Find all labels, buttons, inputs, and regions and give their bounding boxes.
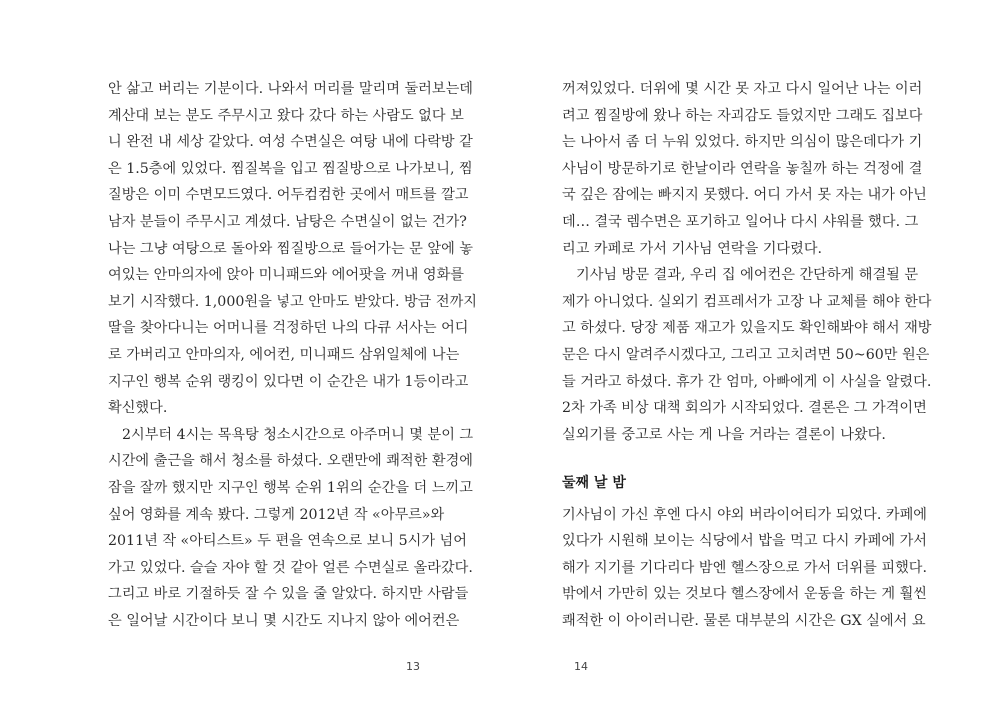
text-line: 로 가버리고 안마의자, 에어컨, 미니패드 삼위일체에 나는	[108, 347, 460, 363]
text-line: 꺼져있었다. 더위에 몇 시간 못 자고 다시 일어난 나는 이러	[562, 81, 923, 97]
right-page	[562, 76, 932, 726]
text-line: 여있는 안마의자에 앉아 미니패드와 에어팟을 꺼내 영화를	[108, 267, 464, 284]
text-line: 은 일어날 시간이다 보니 몇 시간도 지나지 않아 에어컨은	[108, 613, 460, 629]
text-line: 문은 다시 알려주시겠다고, 그리고 고치려면 50~60만 원은	[562, 347, 930, 363]
text-line: 해가 지기를 기다리다 밤엔 헬스장으로 가서 더위를 피했다.	[562, 559, 928, 576]
section-heading: 둘째 날 밤	[562, 475, 626, 491]
text-line: 싶어 영화를 계속 봤다. 그렇게 2012년 작 «아무르»와	[108, 506, 445, 523]
text-line: 질방은 이미 수면모드였다. 어두컴컴한 곳에서 매트를 깔고	[108, 187, 469, 204]
text-line: 국 깊은 잠에는 빠지지 못했다. 어디 가서 못 자는 내가 아닌	[562, 187, 927, 204]
text-line: 고 하셨다. 당장 제품 재고가 있을지도 확인해봐야 해서 재방	[562, 320, 932, 337]
text-line: 기사님 방문 결과, 우리 집 에어컨은 간단하게 해결될 문	[576, 267, 919, 284]
text-line: 들 거라고 하셨다. 휴가 간 엄마, 아빠에게 이 사실을 알렸다.	[562, 373, 932, 390]
text-line: 은 1.5층에 있었다. 찜질복을 입고 찜질방으로 나가보니, 찜	[108, 160, 473, 177]
text-line: 계산대 보는 분도 주무시고 왔다 갔다 하는 사람도 없다 보	[108, 107, 464, 124]
text-line: 남자 분들이 주무시고 계셨다. 남탕은 수면실이 없는 건가?	[108, 214, 467, 230]
left-page	[108, 76, 478, 726]
text-line: 확신했다.	[108, 400, 168, 417]
text-line: 사님이 방문하기로 한날이라 연락을 놓칠까 하는 걱정에 결	[562, 160, 923, 177]
text-line: 니 완전 내 세상 같았다. 여성 수면실은 여탕 내에 다락방 같	[108, 134, 473, 151]
text-line: 려고 찜질방에 왔나 하는 자괴감도 들었지만 그래도 집보다	[562, 107, 923, 124]
text-line: 2차 가족 비상 대책 회의가 시작되었다. 결론은 그 가격이면	[562, 400, 927, 417]
text-line: 시간에 출근을 해서 청소를 하셨다. 오랜만에 쾌적한 환경에	[108, 453, 474, 470]
page-number-left: 13	[406, 660, 420, 673]
text-line: 기사님이 가신 후엔 다시 야외 버라이어티가 되었다. 카페에	[562, 506, 928, 523]
text-line: 쾌적한 이 아이러니란. 물론 대부분의 시간은 GX 실에서 요	[562, 613, 926, 629]
text-line: 는 나아서 좀 더 누워 있었다. 하지만 의심이 많은데다가 기	[562, 134, 923, 151]
text-line: 제가 아니었다. 실외기 컴프레서가 고장 나 교체를 해야 한다	[562, 293, 932, 310]
text-line: 가고 있었다. 슬슬 자야 할 것 같아 얼른 수면실로 올라갔다.	[108, 559, 473, 576]
text-line: 잠을 잘까 했지만 지구인 행복 순위 1위의 순간을 더 느끼고	[108, 480, 473, 496]
page-number-right: 14	[574, 660, 588, 673]
text-line: 데… 결국 렘수면은 포기하고 일어나 다시 샤워를 했다. 그	[562, 214, 919, 230]
text-line: 지구인 행복 순위 랭킹이 있다면 이 순간은 내가 1등이라고	[108, 373, 469, 390]
text-line: 보기 시작했다. 1,000원을 넣고 안마도 받았다. 방금 전까지	[108, 293, 478, 310]
text-line: 2011년 작 «아티스트» 두 편을 연속으로 보니 5시가 넘어	[108, 533, 467, 550]
text-line: 2시부터 4시는 목욕탕 청소시간으로 아주머니 몇 분이 그	[122, 426, 474, 443]
text-line: 그리고 바로 기절하듯 잘 수 있을 줄 알았다. 하지만 사람들	[108, 586, 469, 603]
text-line: 안 삶고 버리는 기분이다. 나와서 머리를 말리며 둘러보는데	[108, 81, 474, 97]
text-line: 밖에서 가만히 있는 것보다 헬스장에서 운동을 하는 게 훨씬	[562, 586, 928, 603]
text-line: 있다가 시원해 보이는 식당에서 밥을 먹고 다시 카페에 가서	[562, 533, 928, 550]
text-line: 리고 카페로 가서 기사님 연락을 기다렸다.	[562, 240, 823, 257]
text-line: 나는 그냥 여탕으로 돌아와 찜질방으로 들어가는 문 앞에 놓	[108, 240, 474, 257]
text-line: 실외기를 중고로 사는 게 나을 거라는 결론이 나왔다.	[562, 426, 886, 443]
text-line: 딸을 찾아다니는 어머니를 걱정하던 나의 다큐 서사는 어디	[108, 320, 469, 337]
